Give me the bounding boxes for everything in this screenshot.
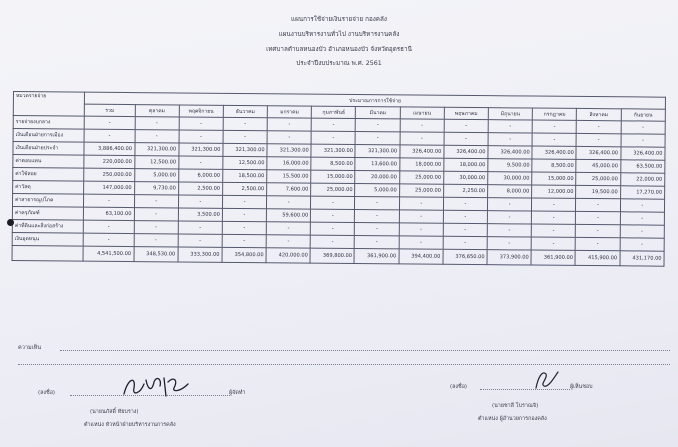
table-cell: - [179,156,223,169]
table-cell: 321,300.00 [134,143,178,156]
table-cell: - [443,210,487,223]
table-cell: 12,500.00 [223,156,267,169]
corner-header: หมวดรายจ่าย [13,92,85,117]
remarks-label: ความเห็น [18,345,42,351]
table-cell: 15,000.00 [532,172,576,185]
total-cell: 431,170.00 [620,251,665,266]
table-cell: - [443,236,487,249]
table-cell: - [400,132,444,145]
table-cell: 12,000.00 [532,185,576,198]
table-cell: 25,000.00 [576,172,620,185]
table-cell: - [134,221,178,234]
table-cell: - [83,233,133,246]
table-cell: - [267,196,311,209]
table-cell: - [399,197,443,210]
table-cell: - [576,224,620,237]
table-cell: 321,300.00 [311,144,355,157]
table-cell: - [223,130,267,143]
table-cell: 3,886,400.00 [84,142,134,155]
table-cell: 9,500.00 [488,159,532,172]
table-cell: 321,300.00 [355,144,399,157]
row-label: ค่าที่ดินและสิ่งก่อสร้าง [12,219,83,233]
table-cell: - [576,198,620,211]
table-cell: - [443,223,487,236]
table-cell: - [620,212,665,225]
table-cell: 18,500.00 [223,169,267,182]
table-cell: 326,400.00 [576,146,620,159]
table-cell: - [84,194,134,207]
document-subtitle-plan: แผนงานบริหารงานทั่วไป งานบริหารงานคลัง [278,31,400,38]
column-header-month: สิงหาคม [577,108,621,120]
table-cell: 326,400.00 [488,146,532,159]
row-label: เงินอุดหนุน [12,232,83,246]
table-cell: - [532,120,576,133]
table-cell: 250,000.00 [84,168,134,181]
table-cell: - [487,237,531,250]
table-cell: 63,500.00 [620,160,665,173]
column-header-month: มกราคม [267,106,311,118]
table-cell: - [311,131,355,144]
table-cell: - [311,118,355,131]
table-cell: 2,500.00 [178,182,222,195]
table-cell: 6,000.00 [178,169,222,182]
expenditure-table [12,91,666,267]
total-cell: 361,900.00 [531,250,575,265]
table-cell: - [399,223,443,236]
table-cell: 17,270.00 [620,186,665,199]
table-cell: - [443,197,487,210]
column-header-month: กรกฎาคม [532,108,576,120]
column-header-month: พฤษภาคม [444,107,488,119]
table-cell: 8,500.00 [532,159,576,172]
row-label: ค่าครุภัณฑ์ [12,206,83,220]
table-cell: - [487,211,531,224]
table-cell: - [222,195,266,208]
table-cell: - [222,208,266,221]
table-cell: 30,000.00 [444,171,488,184]
table-cell: - [577,120,621,133]
table-cell: - [179,117,223,130]
column-header-month: พฤศจิกายน [179,105,223,117]
right-sign-suffix: ผู้เห็นชอบ [570,384,593,390]
document-subtitle-municipality: เทศบาลตำบลหนองบัว อำเภอหนองบัว จังหวัดอุดรธานี [266,46,412,53]
column-header-month: มีนาคม [356,106,400,118]
column-header-total: รวม [85,104,135,116]
remarks-line-2 [18,364,670,365]
table-cell: - [355,196,399,209]
table-cell: 18,000.00 [399,158,443,171]
table-cell: - [355,222,399,235]
row-label: เงินเดือนฝ่ายการเมือง [13,129,84,143]
table-cell: 321,300.00 [179,143,223,156]
table-cell: 25,000.00 [311,183,355,196]
table-cell: - [621,134,666,147]
table-cell: - [576,133,620,146]
total-cell: 333,300.00 [178,247,222,262]
table-cell: - [531,224,575,237]
table-cell: - [135,130,179,143]
table-cell: - [223,117,267,130]
remarks-line-1 [60,350,670,351]
table-cell: - [576,211,620,224]
table-cell: - [267,131,311,144]
table-cell: - [84,220,134,233]
table-cell: 147,000.00 [84,181,134,194]
table-cell: - [399,236,443,249]
left-signer-name: (นายนภัสดิ์ ทัยบราง) [90,409,139,415]
table-cell: - [135,117,179,130]
table-cell: - [178,221,222,234]
totals-label-cell [12,245,83,261]
table-cell: - [222,234,266,247]
table-cell: 12,500.00 [134,156,178,169]
estimate-group-header: ประมาณการการใช้จ่าย [85,92,666,109]
row-label: เงินเดือนฝ่ายประจำ [13,142,84,156]
table-cell: 16,000.00 [267,157,311,170]
column-header-month: กุมภาพันธ์ [312,106,356,118]
table-cell: - [311,209,355,222]
document-fiscal-year: ประจำปีงบประมาณ พ.ศ. 2561 [296,60,382,67]
table-cell: - [311,196,355,209]
total-cell: 354,800.00 [222,247,266,262]
table-cell: - [178,195,222,208]
table-cell: 2,250.00 [443,184,487,197]
table-cell: - [134,234,178,247]
table-cell: - [532,198,576,211]
left-sign-suffix: ผู้จัดทำ [229,390,246,396]
table-cell: 15,000.00 [311,170,355,183]
total-cell: 361,900.00 [354,248,398,263]
table-cell: - [621,121,666,134]
table-cell: 9,730.00 [134,182,178,195]
table-cell: 22,000.00 [620,173,665,186]
total-cell: 348,530.00 [134,247,178,262]
table-cell: - [620,199,665,212]
table-cell: - [444,119,488,132]
table-cell: - [355,235,399,248]
document-title: แผนการใช้จ่ายเงินรายจ่าย กองคลัง [291,16,387,23]
table-cell: - [266,235,310,248]
table-cell: 3,500.00 [178,208,222,221]
table-cell: - [400,119,444,132]
table-cell: 5,000.00 [134,169,178,182]
table-cell: 8,000.00 [488,185,532,198]
left-sign-prefix: (ลงชื่อ) [38,390,56,396]
table-cell: - [488,120,532,133]
table-cell: - [310,235,354,248]
table-cell: 25,000.00 [399,171,443,184]
row-label: ค่าตอบแทน [13,155,84,169]
table-cell: - [222,221,266,234]
table-cell: 63,100.00 [84,207,134,220]
column-header-month: กันยายน [621,109,666,121]
table-cell: - [134,195,178,208]
column-header-month: ตุลาคม [135,105,179,117]
table-cell: - [179,130,223,143]
table-cell: 326,400.00 [621,147,666,160]
total-cell: 394,400.00 [399,249,443,264]
table-cell: 13,600.00 [355,157,399,170]
column-header-month: ธันวาคม [223,105,267,117]
right-sign-prefix: (ลงชื่อ) [450,384,468,390]
table-cell: 220,000.00 [84,155,134,168]
table-cell: 5,000.00 [355,183,399,196]
table-cell: - [620,225,665,238]
table-cell: 2,500.00 [223,182,267,195]
table-cell: 15,500.00 [267,170,311,183]
right-handwritten-signature [528,366,568,392]
table-cell: 20,000.00 [355,170,399,183]
total-cell: 420,000.00 [266,248,310,263]
table-cell: - [134,208,178,221]
table-cell: - [355,209,399,222]
row-label: ค่าวัสดุ [13,181,84,195]
table-cell: - [444,132,488,145]
table-cell: 59,600.00 [266,209,310,222]
table-cell: - [266,222,310,235]
right-signer-name: (นายชาลี โบราณจิ) [492,403,539,409]
table-cell: 326,400.00 [444,145,488,158]
table-cell: - [620,238,665,251]
table-cell: - [178,234,222,247]
table-cell: 326,400.00 [400,145,444,158]
row-label: ค่าใช้สอย [13,168,84,182]
table-cell: 45,000.00 [576,159,620,172]
table-cell: - [356,131,400,144]
right-signer-position: ตำแหน่ง ผู้อำนวยการกองคลัง [478,416,547,422]
table-cell: - [267,118,311,131]
left-handwritten-signature [118,370,198,400]
total-cell: 376,650.00 [443,249,487,264]
table-cell: 7,600.00 [267,183,311,196]
row-label: รายจ่ายงบกลาง [13,116,84,130]
table-cell: - [532,211,576,224]
table-cell: 25,000.00 [399,184,443,197]
table-cell: 30,000.00 [488,172,532,185]
total-cell: 369,800.00 [310,248,354,263]
column-header-month: เมษายน [400,107,444,119]
table-cell: 321,300.00 [223,143,267,156]
table-cell: - [311,222,355,235]
table-cell: 18,000.00 [444,158,488,171]
table-cell: 19,500.00 [576,185,620,198]
left-signer-position: ตำแหน่ง หัวหน้าฝ่ายบริหารงานการคลัง [84,422,176,428]
punch-hole [7,219,14,226]
column-header-month: มิถุนายน [488,108,532,120]
table-cell: - [356,118,400,131]
table-cell: - [84,116,134,129]
table-cell: - [488,133,532,146]
table-cell: 326,400.00 [532,146,576,159]
total-cell: 415,900.00 [575,250,619,265]
table-cell: - [487,224,531,237]
table-cell: - [532,133,576,146]
table-cell: - [399,210,443,223]
total-cell: 4,541,500.00 [83,246,133,261]
table-cell: - [84,129,134,142]
row-label: ค่าสาธารณูปโภค [12,194,83,208]
total-cell: 373,900.00 [487,250,531,265]
table-cell: 8,500.00 [311,157,355,170]
table-cell: - [488,198,532,211]
table-cell: - [531,237,575,250]
table-cell: - [576,237,620,250]
table-cell: 321,300.00 [267,144,311,157]
